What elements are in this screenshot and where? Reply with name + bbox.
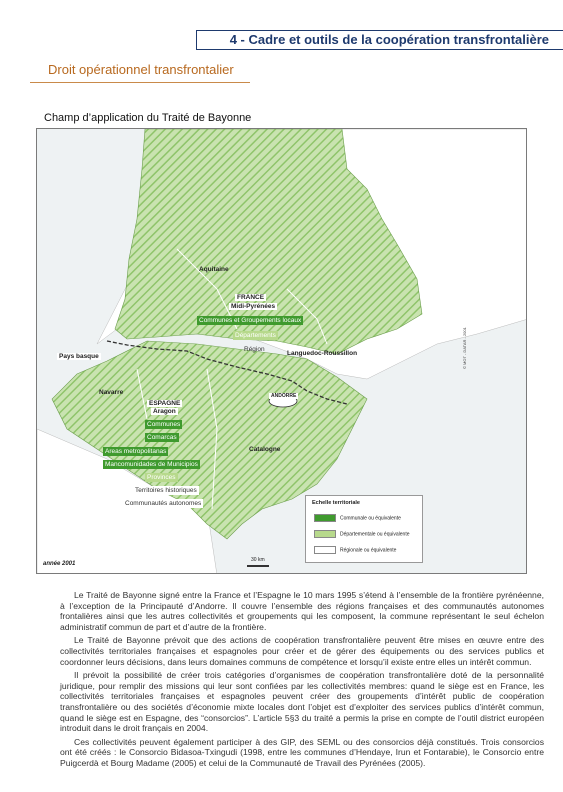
map-caption: Champ d’application du Traité de Bayonne — [44, 112, 252, 124]
paragraph-2: Le Traité de Bayonne prévoit que des actions de coopération transfrontalière peuvent être mises en œuvre entre des collectivités territoriales françaises et espagnoles pour créer et de gérer des équipements ou des services publics et coordonner leurs décisions, dans leurs domaines communs de compétence et lorsqu’il existe entre elles un intérêt commun. — [60, 635, 544, 667]
label-andorre: ANDORRE — [271, 393, 297, 399]
label-aragon: Aragon — [153, 408, 176, 415]
label-languedoc: Languedoc-Roussillon — [287, 350, 358, 357]
section-title: Droit opérationnel transfrontalier — [48, 62, 234, 77]
chapter-title: 4 - Cadre et outils de la coopération transfrontalière — [229, 32, 549, 47]
body-text — [60, 590, 544, 772]
es-provinces-label: Provinces — [147, 474, 176, 481]
paragraph-1: Le Traité de Bayonne signé entre la France et l’Espagne le 10 mars 1995 s’étend à l’ensemble de la frontière pyrénéenne, à l’exception de la Principauté d’Andorre. Il couvre l’ensemble des régions françaises et des communautés autonomes frontalières ainsi que les autres collectivités et groupements qui les composent, la commune représentant le seul échelon administratif commun de part et d’autre de la frontière. — [60, 590, 544, 632]
map-figure — [36, 128, 527, 574]
map-year: année 2001 — [43, 561, 76, 567]
legend-item-regionale — [314, 546, 396, 555]
label-midi-pyrenees: Midi-Pyrénées — [231, 303, 276, 310]
label-catalogne: Catalogne — [249, 446, 281, 453]
legend-swatch-communale — [314, 514, 336, 522]
chapter-title-box — [196, 30, 563, 50]
legend-label-departementale: Départementale ou équivalente — [340, 531, 410, 538]
label-pays-basque: Pays basque — [59, 353, 99, 360]
map-copyright: © MOT - DATAR - 2001 — [462, 327, 467, 369]
label-aquitaine: Aquitaine — [199, 266, 229, 273]
es-areas-label: Areas metropolitanas — [105, 448, 167, 455]
legend-swatch-regionale — [314, 546, 336, 554]
es-comarcas-label: Comarcas — [147, 434, 177, 441]
es-territoires-label: Territoires historiques — [135, 487, 197, 494]
es-communautes-label: Communautés autonomes — [125, 500, 202, 507]
fr-departements-label: Départements — [235, 332, 276, 339]
label-espagne: ESPAGNE — [149, 400, 181, 407]
legend-title: Echelle territoriale — [312, 500, 360, 506]
scale-label: 30 km — [251, 557, 265, 563]
paragraph-4: Ces collectivités peuvent également participer à des GIP, des SEML ou des consorcios déjà constitués. Trois consorcios ont été créés : le Consorcio Bidasoa-Txingudi (1998, entre les communes d’Hendaye, Irun et Fontarabie), le Consorcio entre Puigcerdà et Bourg Madame (2005) et celui de la Communauté de Travail des Pyrénées (2005). — [60, 736, 544, 768]
fr-communes-label: Communes et Groupements locaux — [199, 317, 302, 324]
legend-swatch-departementale — [314, 530, 336, 538]
map-legend — [305, 495, 423, 563]
legend-label-communale: Communale ou équivalente — [340, 515, 401, 522]
map-graphic — [37, 129, 527, 574]
legend-label-regionale: Régionale ou équivalente — [340, 547, 397, 554]
label-france: FRANCE — [237, 294, 265, 301]
legend-item-communale — [314, 514, 401, 523]
paragraph-3: Il prévoit la possibilité de créer trois catégories d’organismes de coopération transfrontalière doté de la personnalité juridique, pour remplir des missions qui leur sont confiées par les collectivités membres: quand le siège est en France, les collectivités territoriales françaises et espagnoles peuvent créer des groupements d’intérêt public de coopération transfrontalière ou des sociétés d’économie mixte locales dont l’objet est d’exploiter des services publics d’intérêt commun, quand le siège est en Espagne, des “consorcios”. L’article 5§3 du traité a permis la prise en compte de l’outil district européen introduit dans le droit français en 2004. — [60, 670, 544, 734]
fr-region-label: Région — [244, 346, 265, 353]
legend-item-departementale — [314, 530, 410, 539]
label-navarre: Navarre — [99, 389, 124, 396]
es-mancomunidades-label: Mancomunidades de Municipios — [105, 461, 198, 468]
scale-bar — [247, 565, 269, 567]
es-communes-label: Communes — [147, 421, 181, 428]
section-divider — [30, 82, 250, 83]
